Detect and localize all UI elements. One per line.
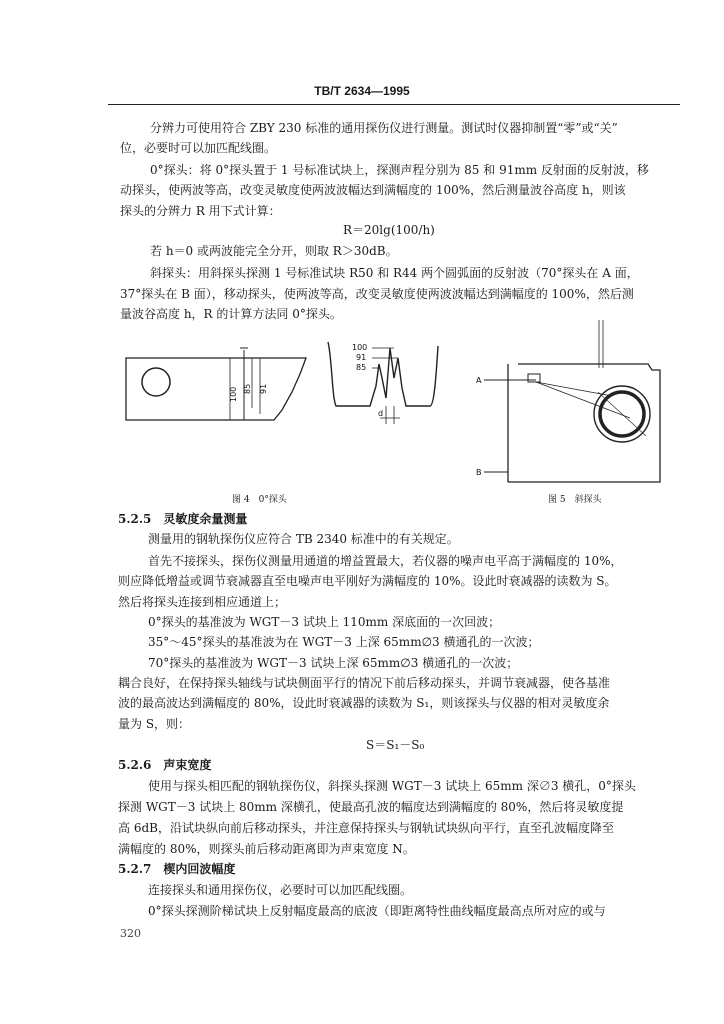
- text-line: 70°探头的基准波为 WGT－3 试块上深 65mm∅3 横通孔的一次波；: [148, 656, 519, 670]
- figure4-waveform-drawing: [322, 338, 446, 438]
- text-line: 35°～45°探头的基准波为在 WGT－3 上深 65mm∅3 横通孔的一次波；: [148, 635, 540, 649]
- figure4-label: 100: [229, 386, 238, 402]
- figure4-label: 91: [259, 383, 268, 394]
- figure5-label-b: B: [476, 468, 482, 477]
- figure5-caption: 图 5 斜探头: [548, 495, 602, 505]
- text-line: 0°探头探测阶梯试块上反射幅度最高的底波（即距离特性曲线幅度最高点所对应的或与: [148, 904, 606, 918]
- section-heading: [118, 861, 235, 877]
- figure5-drawing: [472, 316, 672, 486]
- header-rule: [108, 104, 680, 105]
- text-line: 耦合良好，在保持探头轴线与试块侧面平行的情况下前后移动探头，并调节衰减器，使各基准: [118, 676, 611, 690]
- text-line: 探测 WGT－3 试块上 80mm 深横孔，使最高孔波的幅度达到满幅度的 80%，然后将灵敏度提: [118, 800, 624, 814]
- section-number: 5.2.7: [118, 862, 152, 876]
- section-number: 5.2.5: [118, 512, 152, 526]
- text-line: 斜探头：用斜探头探测 1 号标准试块 R50 和 R44 两个圆弧面的反射波（70°探头在 A 面，: [150, 266, 639, 280]
- formula: R＝20lg(100/h): [343, 223, 435, 237]
- figure4-wave-label: d: [378, 409, 384, 418]
- text-line: 探头的分辨力 R 用下式计算：: [120, 204, 281, 218]
- section-heading: [118, 511, 247, 527]
- text-line: 波的最高波达到满幅度的 80%，设此时衰减器的读数为 S₁，则该探头与仪器的相对灵敏度余: [118, 696, 610, 710]
- text-line: 首先不接探头，探伤仪测量用通道的增益置最大，若仪器的噪声电平高于满幅度的 10%，: [148, 554, 623, 568]
- text-line: 测量用的钢轨探伤仪应符合 TB 2340 标准中的有关规定。: [148, 532, 459, 546]
- figure4-caption: 图 4 0°探头: [232, 495, 287, 505]
- section-title: 灵敏度余量测量: [163, 512, 248, 526]
- text-line: 动探头，使两波等高，改变灵敏度使两波波幅达到满幅度的 100%，然后测量波谷高度 h，则该: [120, 183, 626, 197]
- text-line: 连接探头和通用探伤仪，必要时可以加匹配线圈。: [148, 883, 413, 897]
- section-heading: [118, 757, 211, 773]
- text-line: 然后将探头连接到相应通道上；: [118, 595, 287, 609]
- text-line: 则应降低增益或调节衰减器直至电噪声电平刚好为满幅度的 10%。设此时衰减器的读数为 S。: [118, 574, 617, 588]
- figure4-wave-label: 100: [352, 343, 368, 352]
- figure4-wave-label: 85: [356, 363, 367, 372]
- page-header: TB/T 2634—1995: [314, 84, 410, 98]
- figure4-wave-label: 91: [356, 353, 367, 362]
- section-title: 声束宽度: [163, 758, 212, 772]
- text-line: 位，必要时可以加匹配线圈。: [120, 141, 277, 155]
- figure4-label: 85: [243, 383, 252, 394]
- text-line: 37°探头在 B 面），移动探头，使两波等高，改变灵敏度使两波波幅达到满幅度的 100%，然后测: [120, 287, 634, 301]
- section-number: 5.2.6: [118, 758, 152, 772]
- text-line: 高 6dB，沿试块纵向前后移动探头，并注意保持探头与钢轨试块纵向平行，直至孔波幅度降至: [118, 821, 614, 835]
- text-line: 量波谷高度 h，R 的计算方法同 0°探头。: [120, 307, 342, 321]
- text-line: 0°探头的基准波为 WGT－3 试块上 110mm 深底面的一次回波；: [148, 615, 501, 629]
- page-number: 320: [120, 927, 141, 940]
- text-line: 满幅度的 80%，则探头前后移动距离即为声束宽度 N。: [118, 842, 415, 856]
- formula: S＝S₁－S₀: [366, 738, 425, 752]
- text-line: 0°探头：将 0°探头置于 1 号标准试块上，探测声程分别为 85 和 91mm 反射面的反射波，移: [150, 163, 649, 177]
- text-line: 若 h＝0 或两波能完全分开，则取 R＞30dB。: [150, 244, 398, 258]
- section-title: 楔内回波幅度: [163, 862, 236, 876]
- text-line: 使用与探头相匹配的钢轨探伤仪，斜探头探测 WGT－3 试块上 65mm 深∅3 横孔，0°探头: [148, 779, 636, 793]
- figure4-block-drawing: [124, 340, 314, 424]
- text-line: 分辨力可使用符合 ZBY 230 标准的通用探伤仪进行测量。测试时仪器抑制置“零”或“关”: [150, 121, 618, 135]
- text-line: 量为 S，则：: [118, 717, 191, 731]
- figure5-label-a: A: [476, 376, 482, 385]
